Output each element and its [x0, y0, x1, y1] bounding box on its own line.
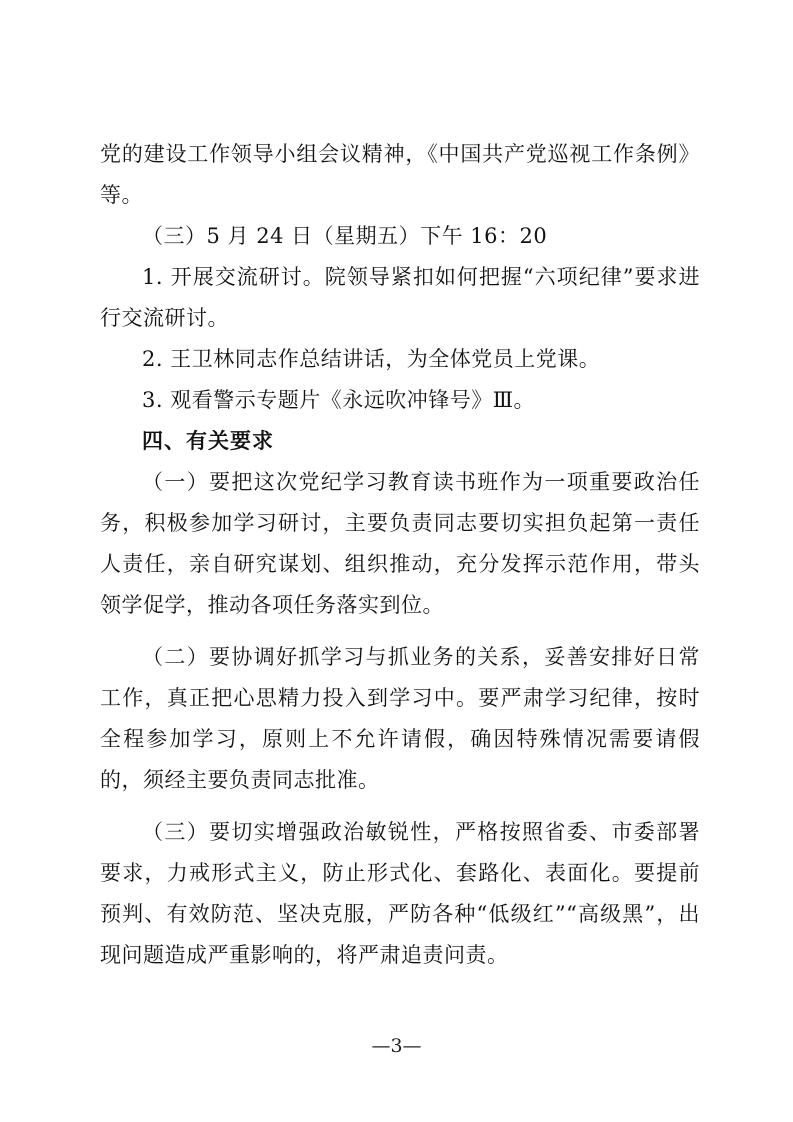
- agenda-item-2: 2. 王卫林同志作总结讲话，为全体党员上党课。: [142, 347, 601, 371]
- requirement-paragraph-2: （二）要协调好抓学习与抓业务的关系，妥善安排好日常工作，真正把心思精力投入到学习中。要严肃学习纪律，按时全程参加学习，原则上不允许请假，确因特殊情况需要请假的，须经主要负责同志批准。: [100, 645, 700, 792]
- section-heading-requirements: 四、有关要求: [142, 429, 274, 453]
- schedule-item-date: （三）5 月 24 日（星期五）下午 16：20: [142, 224, 548, 248]
- body-paragraph-continuation: 党的建设工作领导小组会议精神，《中国共产党巡视工作条例》等。: [100, 142, 700, 207]
- page-number: —3—: [371, 1035, 422, 1057]
- requirement-paragraph-1: （一）要把这次党纪学习教育读书班作为一项重要政治任务，积极参加学习研讨，主要负责同志要切实担负起第一责任人责任，亲自研究谋划、组织推动，充分发挥示范作用，带头领学促学，推动各项任务落实到位。: [100, 470, 700, 617]
- agenda-item-3: 3. 观看警示专题片《永远吹冲锋号》Ⅲ。: [142, 388, 535, 412]
- document-body: [100, 134, 700, 976]
- requirement-paragraph-3: （三）要切实增强政治敏锐性，严格按照省委、市委部署要求，力戒形式主义，防止形式化、套路化、表面化。要提前预判、有效防范、坚决克服，严防各种“低级红”“高级黑”，出现问题造成严重影响的，将严肃追责问责。: [100, 820, 700, 967]
- agenda-item-1: 1. 开展交流研讨。院领导紧扣如何把握“六项纪律”要求进行交流研讨。: [100, 265, 700, 330]
